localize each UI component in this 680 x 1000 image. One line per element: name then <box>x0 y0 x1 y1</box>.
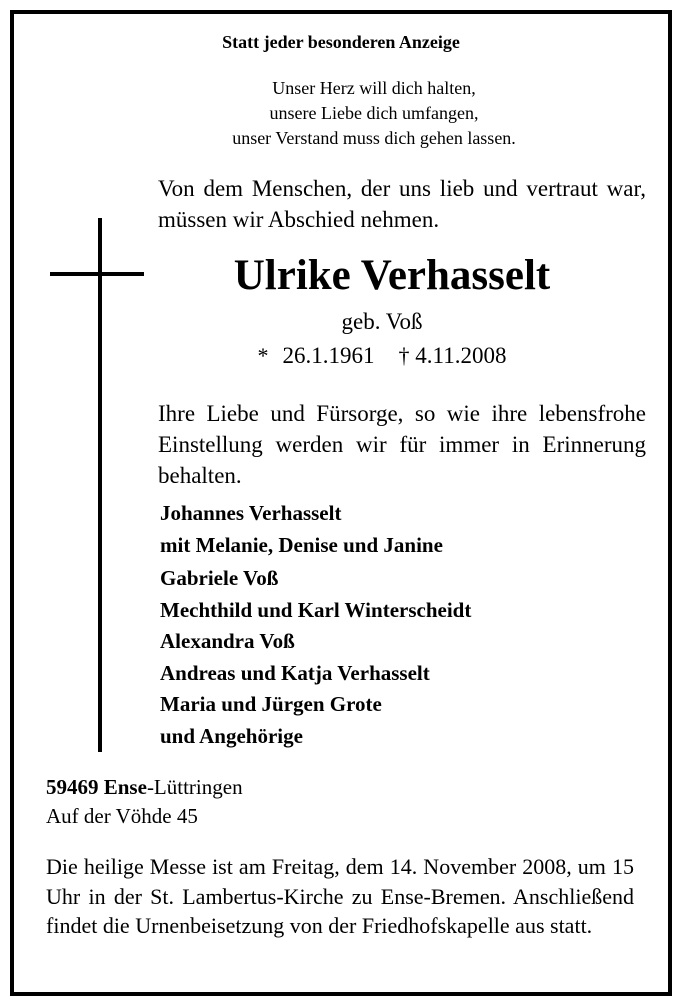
mourner-line: Johannes Verhasselt <box>160 501 342 525</box>
mourner-line: und Angehörige <box>160 723 303 748</box>
deceased-name: Ulrike Verhasselt <box>233 252 551 299</box>
birth-star-icon: * <box>257 343 269 368</box>
mourner-line: Gabriele Voß <box>160 566 279 590</box>
intro-text: Von dem Menschen, der uns lieb und vertraut war, müssen wir Abschied nehmen. <box>158 176 646 232</box>
mourner-line: Andreas und Katja Verhasselt <box>160 660 430 685</box>
address-street: Auf der Vöhde 45 <box>46 804 198 828</box>
tribute-text: Ihre Liebe und Fürsorge, so wie ihre lebensfrohe Einstellung werden wir für immer in Erinnerung behalten. <box>158 401 646 488</box>
notice-header: Statt jeder besonderen Anzeige <box>222 32 460 52</box>
poem-line: Unser Herz will dich halten, <box>272 78 476 98</box>
mourner-line: Mechthild und Karl Winterscheidt <box>160 597 472 622</box>
poem <box>124 76 624 151</box>
address-block <box>46 773 243 831</box>
birth-date: 26.1.1961 <box>282 343 375 368</box>
obituary-frame <box>10 10 672 996</box>
mass-announcement: Die heilige Messe ist am Freitag, dem 14. November 2008, um 15 Uhr in der St. Lambertus-Kirche zu Ense-Bremen. Anschließend findet die Urnenbeisetzung von der Friedhofskapelle aus statt. <box>46 854 634 938</box>
mourner-line: mit Melanie, Denise und Janine <box>160 532 443 557</box>
cross-vertical-bar <box>98 218 102 752</box>
poem-line: unsere Liebe dich umfangen, <box>269 103 479 123</box>
cross-horizontal-bar <box>50 272 144 276</box>
death-cross-icon: † <box>398 343 410 368</box>
mourners-list <box>160 498 471 752</box>
life-dates <box>214 341 550 371</box>
death-date: 4.11.2008 <box>415 343 507 368</box>
poem-line: unser Verstand muss dich gehen lassen. <box>232 128 516 148</box>
postal-code-town: 59469 Ense <box>46 775 147 799</box>
address-district: -Lüttringen <box>146 775 243 799</box>
mourner-line: Maria und Jürgen Grote <box>160 692 382 716</box>
maiden-name: geb. Voß <box>341 309 423 334</box>
mourner-line: Alexandra Voß <box>160 629 295 653</box>
